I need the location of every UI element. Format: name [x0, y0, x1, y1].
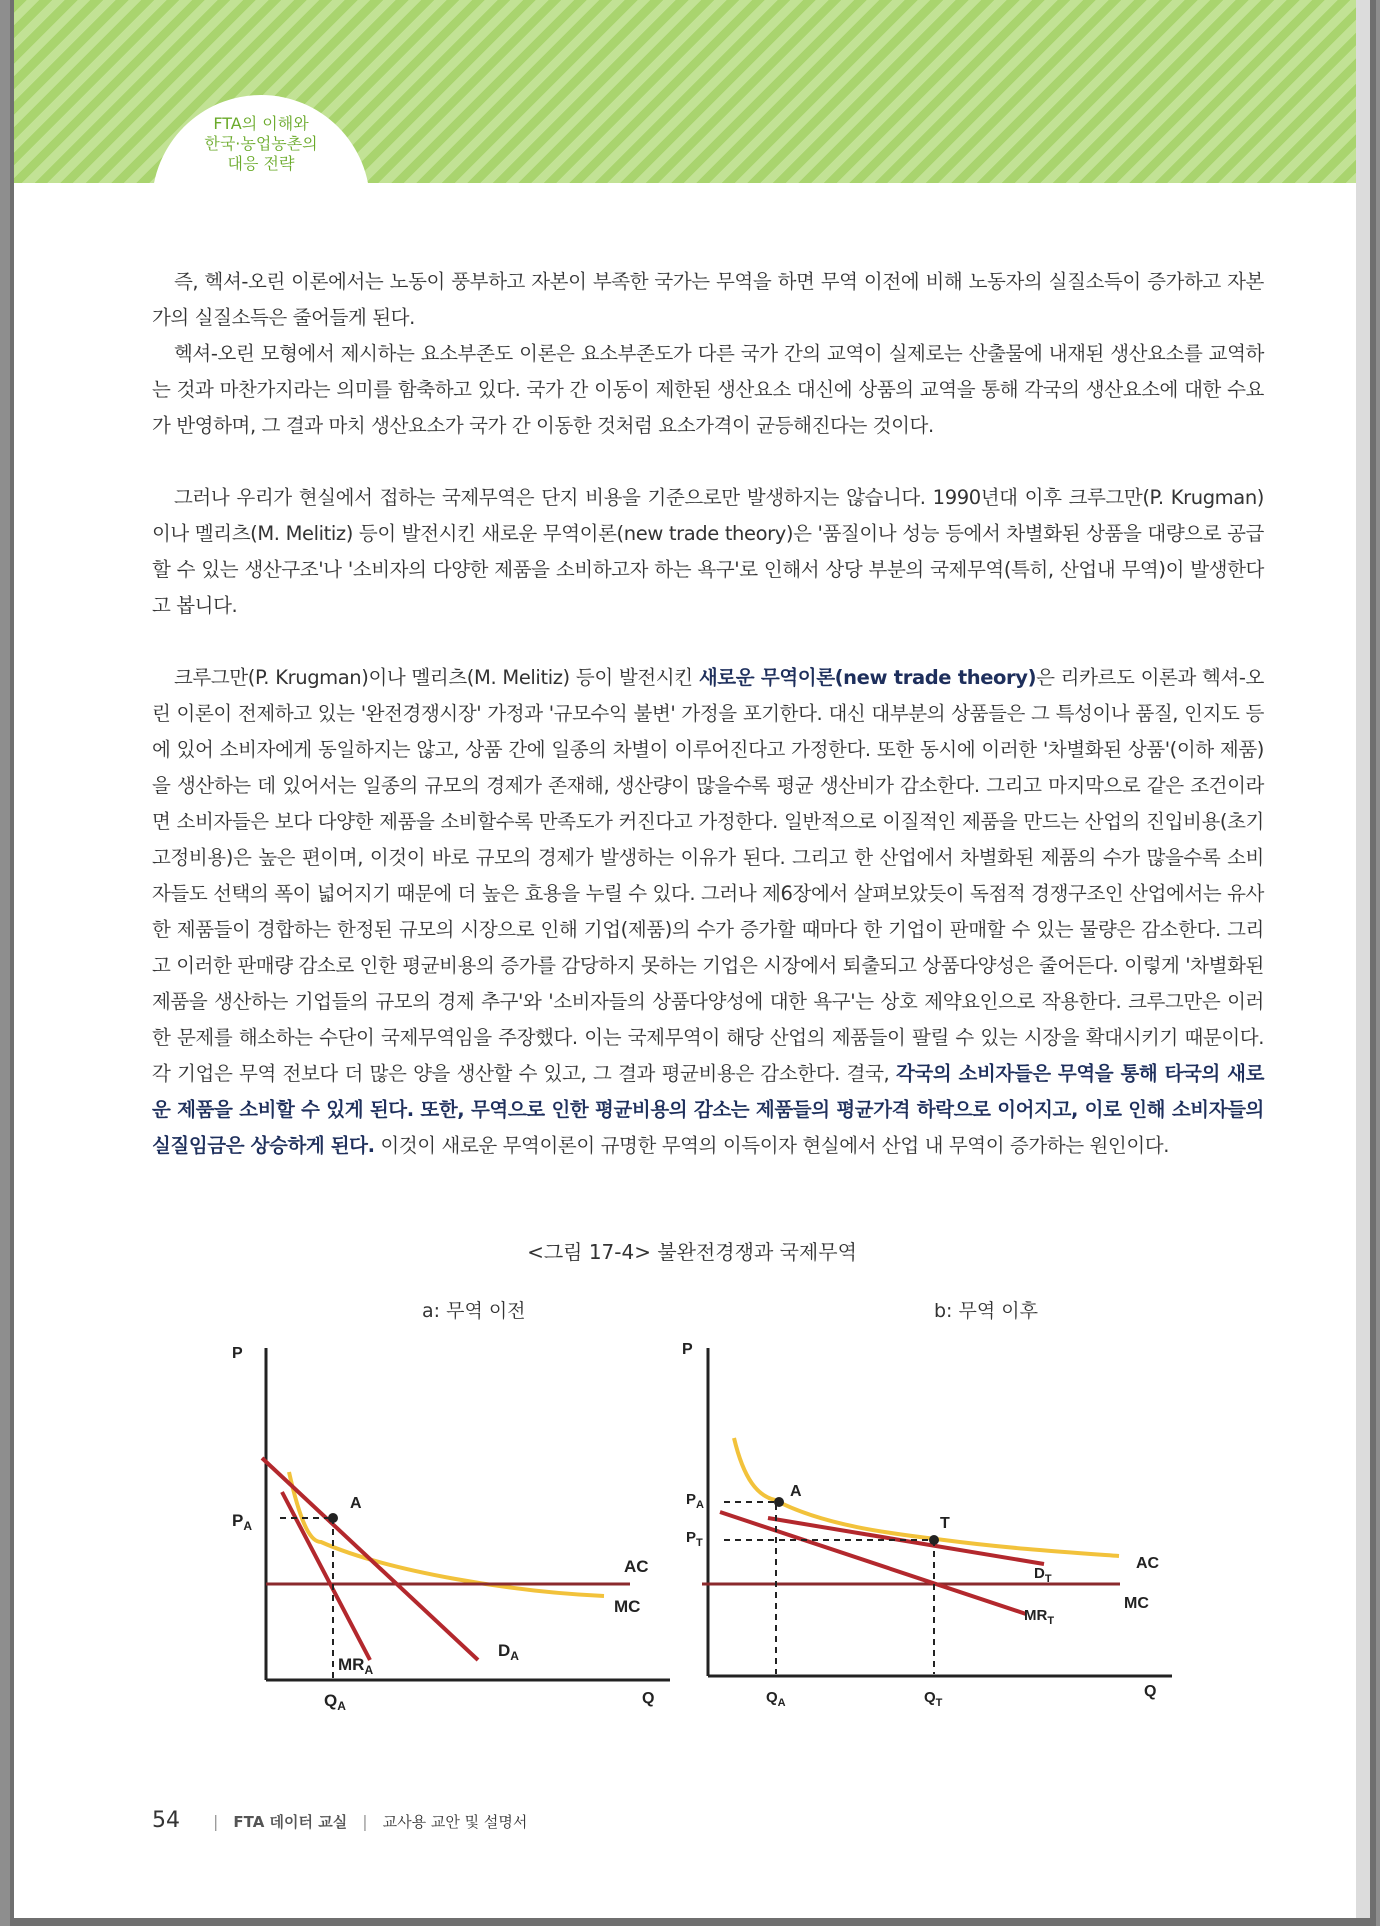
chapter-title-line: 한국·농업농촌의 [204, 134, 318, 153]
chapter-title-line: 대응 전략 [227, 154, 295, 173]
label-main: Q [324, 1691, 338, 1710]
footer-divider: | [213, 1812, 219, 1831]
label-sub: A [337, 1699, 346, 1710]
point-t [929, 1535, 939, 1545]
point-label-a: A [350, 1495, 362, 1512]
mc-label: MC [1124, 1595, 1149, 1612]
page-edge [1356, 0, 1370, 1918]
label-sub: A [243, 1519, 253, 1533]
price-label-pa [232, 1511, 252, 1533]
figure-title: <그림 17-4> 불완전경쟁과 국제무역 [527, 1240, 857, 1264]
label-sub: A [777, 1697, 786, 1709]
text-run: 은 리카르도 이론과 헥셔-오린 이론이 전제하고 있는 '완전경쟁시장' 가정과 '규모수익 불변' 가정을 포기한다. 대신 대부분의 상품들은 그 특성이나 품질, 인지도 등에 있어 소비자에게 동일하지는 않고, 상품 간에 일종의 차별이 이루어진다고 가정한다. 또한 동시에 이러한 '차별화된 상품'(이하 제품)을 생산하는 데 있어서는 일종의 규모의 경제가 존재해, 생산량이 많을수록 평균 생산비가 감소한다. 그리고 마지막으로 같은 조건이라면 소비자들은 보다 다양한 제품을 소비할수록 만족도가 커진다고 가정한다. 일반적으로 이질적인 제품을 만드는 산업의 진입비용(초기 고정비용)은 높은 편이며, 이것이 바로 규모의 경제가 발생하는 이유가 된다. 그리고 한 산업에서 차별화된 제품의 수가 많을수록 소비자들도 선택의 폭이 넓어지기 때문에 더 높은 효용을 누릴 수 있다. 그러나 제6장에서 살펴보았듯이 독점적 경쟁구조인 산업에서는 유사한 제품들이 경합하는 한정된 규모의 시장으로 인해 기업(제품)의 수가 증가할 때마다 한 기업이 판매할 수 있는 물량은 감소한다. 그리고 이러한 판매량 감소로 인한 평균비용의 증가를 감당하지 못하는 기업은 시장에서 퇴출되고 상품다양성은 줄어든다. 이렇게 '차별화된 제품을 생산하는 기업들의 규모의 경제 추구'와 '소비자들의 상품다양성에 대한 욕구'는 상호 제약요인으로 작용한다. 크루그만은 이러한 문제를 해소하는 수단이 국제무역임을 주장했다. 이는 국제무역이 해당 산업의 제품들이 팔릴 수 있는 시장을 확대시키기 때문이다. 각 기업은 무역 전보다 더 많은 양을 생산할 수 있고, 그 결과 평균비용은 감소한다. 결국, [152, 666, 1264, 1085]
panel-a-caption: a: 무역 이전 [422, 1300, 526, 1322]
diagram-panel-b [664, 1330, 1204, 1710]
axis-label-p: P [682, 1341, 693, 1358]
footer-series: FTA 데이터 교실 [233, 1813, 348, 1831]
label-sub: A [364, 1663, 374, 1677]
text-run: 크루그만(P. Krugman)이나 멜리츠(M. Melitiz) 등이 발전시킨 [174, 666, 699, 689]
page-number: 54 [152, 1808, 180, 1833]
label-sub: T [696, 1537, 703, 1549]
price-label-pt [686, 1529, 703, 1549]
axis-label-p: P [232, 1345, 243, 1362]
panel-b-caption: b: 무역 이후 [934, 1300, 1038, 1322]
text-run: 이것이 새로운 무역이론이 규명한 무역의 이득이자 현실에서 산업 내 무역이 증가하는 원인이다. [374, 1134, 1170, 1157]
chapter-title [152, 114, 370, 174]
footer-subtitle: 교사용 교안 및 설명서 [382, 1813, 528, 1831]
axis-label-q: Q [1144, 1683, 1157, 1700]
demand-line [262, 1458, 478, 1660]
footer-divider: | [362, 1812, 368, 1831]
label-sub: A [510, 1649, 519, 1663]
label-main: MR [338, 1655, 365, 1674]
label-main: P [686, 1491, 697, 1508]
paragraph: 헥셔-오린 모형에서 제시하는 요소부존도 이론은 요소부존도가 다른 국가 간의 교역이 실제로는 산출물에 내재된 생산요소를 교역하는 것과 마찬가지라는 의미를 함축하고 있다. 국가 간 이동이 제한된 생산요소 대신에 상품의 교역을 통해 각국의 생산요소에 대한 수요가 반영하며, 그 결과 마치 생산요소가 국가 간 이동한 것처럼 요소가격이 균등해진다는 것이다. [152, 342, 1264, 437]
paragraph-group-2 [152, 480, 1264, 624]
label-sub: A [696, 1499, 704, 1511]
highlight-text: 새로운 무역이론(new trade theory) [698, 666, 1037, 689]
label-main: Q [766, 1689, 778, 1706]
mr-label [1024, 1607, 1054, 1627]
qty-label-qt [924, 1689, 943, 1709]
label-main: Q [924, 1689, 936, 1706]
paragraph: 그러나 우리가 현실에서 접하는 국제무역은 단지 비용을 기준으로만 발생하지는 않습니다. 1990년대 이후 크루그만(P. Krugman)이나 멜리츠(M. Melitiz) 등이 발전시킨 새로운 무역이론(new trade theory)은 '품질이나 성능 등에서 차별화된 상품을 대량으로 공급할 수 있는 생산구조'나 '소비자의 다양한 제품을 소비하고자 하는 욕구'로 인해서 상당 부분의 국제무역(특히, 산업내 무역)이 발생한다고 봅니다. [152, 486, 1264, 617]
chapter-title-line: FTA의 이해와 [213, 114, 309, 133]
page-footer [152, 1808, 527, 1833]
qty-label-qa [766, 1689, 786, 1709]
paragraph [152, 660, 1264, 1164]
paragraph-group-1 [152, 264, 1264, 444]
mc-label: MC [614, 1597, 641, 1616]
ac-curve [289, 1472, 604, 1596]
label-main: P [232, 1511, 244, 1530]
label-main: MR [1024, 1607, 1048, 1624]
axis-label-q: Q [642, 1690, 655, 1707]
ac-label: AC [624, 1557, 649, 1576]
diagram-panel-a [214, 1330, 697, 1710]
page [14, 0, 1370, 1918]
equilibrium-point-a [328, 1513, 338, 1523]
label-main: D [1034, 1565, 1045, 1582]
price-label-pa [686, 1491, 704, 1511]
label-sub: T [935, 1697, 943, 1709]
ac-label: AC [1136, 1555, 1160, 1572]
label-main: P [686, 1529, 697, 1546]
label-sub: T [1047, 1615, 1055, 1627]
demand-label [1034, 1565, 1052, 1585]
demand-label [498, 1641, 519, 1663]
highlight-text: 각국의 소비자들은 무역을 통해 타국의 새로운 제품을 소비할 수 있게 된다. 또한, 무역으로 인한 평균비용의 감소는 제품들의 평균가격 하락으로 이어지고, 이로 인해 소비자들의 실질임금은 상승하게 된다. [152, 1062, 1265, 1157]
qty-label-qa [324, 1691, 346, 1710]
point-a [774, 1497, 784, 1507]
label-sub: T [1044, 1573, 1052, 1585]
paragraph-group-3 [152, 660, 1264, 1164]
point-label-t: T [940, 1515, 950, 1532]
label-main: D [498, 1641, 511, 1660]
point-label-a: A [790, 1483, 802, 1500]
paragraph: 즉, 헥셔-오린 이론에서는 노동이 풍부하고 자본이 부족한 국가는 무역을 하면 무역 이전에 비해 노동자의 실질소득이 증가하고 자본가의 실질소득은 줄어들게 된다. [152, 270, 1264, 329]
mr-line [720, 1512, 1026, 1614]
